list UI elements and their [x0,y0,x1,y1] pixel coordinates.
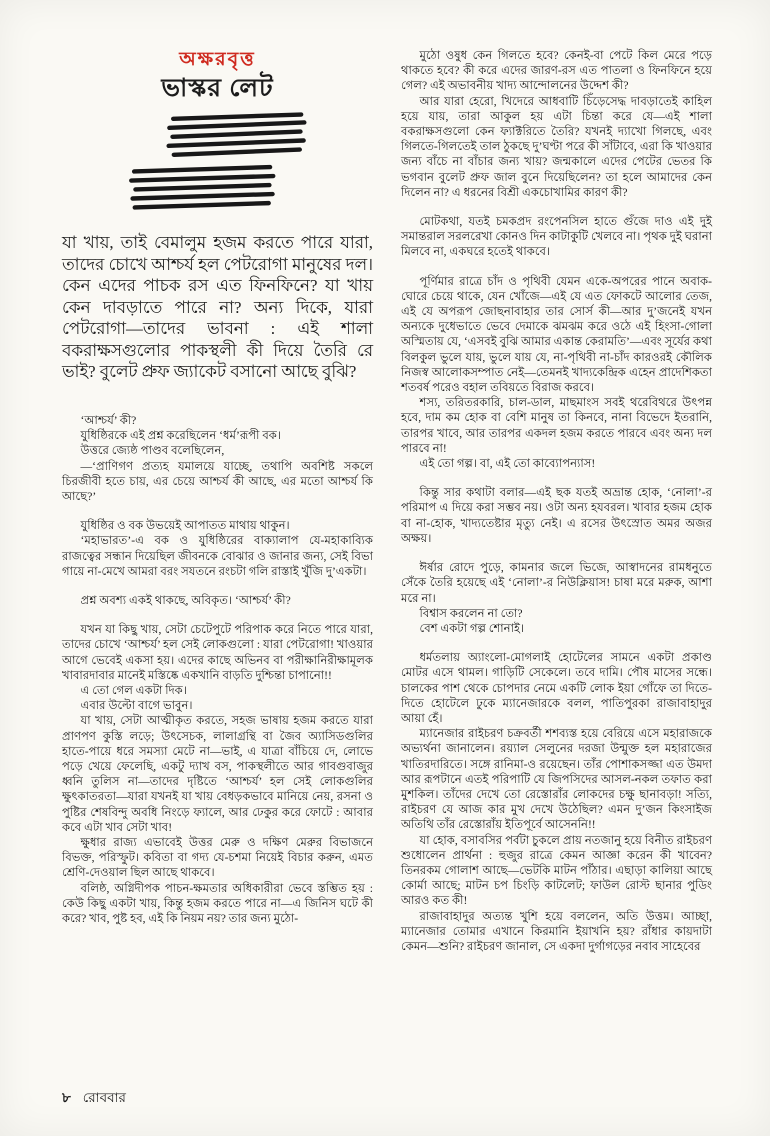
body-paragraph: মোটকথা, যতই চমকপ্রদ রংপেনসিল হাতে গুঁজে দাও এই দুই সমান্তরাল সরলরেখা কোনও দিন কাটাকুটি খেলবে না। পৃথক দুই ঘরানা মিলবে না, একঘরে হতেই থাকবে। [401,215,712,259]
books-icon [119,109,317,218]
body-paragraph: আর যারা হেরো, খিদেরে আধবাটি চিঁড়েসেদ্ধ দাবড়াতেই কাহিল হয়ে যায়, তারা আকুল হয় এটা চিন্তা করে যে—এই শালা বকরাক্ষসগুলো কেন ফ্যাক্টরিতে তৈরি? যখনই দ্যাখো গিলছে, এবং গিলতে-গিলতেই তাল ঠুকছে দু’ঘণ্টা পরে কী সাঁটাবে, এরা কি খাওয়ার জন্য বাঁচে না বাঁচার জন্য খায়? জন্মকালে এদের পেটের ভেতর কি ভগবান বুলেট প্রুফ জাল বুনে দিয়েছিলেন? তা হলে আমাদের কেন দিলেন না? এ ধরনের বিশ্রী একচোখামির কারণ কী? [401,94,712,199]
body-paragraph: এ তো গেল একটা দিক। [80,683,187,697]
magazine-name: রোববার [82,1090,126,1105]
body-paragraph: শস্য, তরিতরকারি, চাল-ডাল, মাছমাংস সবই থরেবিথরে উৎপন্ন হবে, দাম কম হোক বা বেশি মানুষ তা কিনবে, নানা বিভেদে ইতরানি, তারপর খাবে, আর তারপর একদল হজম করতে পারবে এবং অন্য দল পারবে না! [401,396,712,455]
body-paragraph: ‘আশ্চর্য’ কী? [80,413,137,427]
body-paragraph: ঈর্ষার রোদে পুড়ে, কামনার জলে ভিজে, আস্বাদনের রামধনুতে সেঁকে তৈরি হয়েছে এই ‘নোলা’-র নিউক্লিয়াস! চাষা মরে মরুক, আশা মরে না। [401,561,712,605]
body-paragraph: যখন যা কিছু খায়, সেটা চেটেপুটে পরিপাক করে নিতে পারে যারা, তাদের চোখে ‘আশ্চর্য’ হল সেই লোকগুলো : যারা পেটরোগা! খাওয়ার আগে ভেবেই একসা হয়। এদের কাছে অভিনব বা পরীক্ষানিরীক্ষামূলক খাবারদাবার মানেই মস্তিষ্কে একখানি বাড়তি দুশ্চিন্তা চাপানো!! [62,623,373,682]
body-paragraph: ধর্মতলায় অ্যাংলো-মোগলাই হোটেলের সামনে একটা প্রকাণ্ড মোটর এসে থামল। গাড়িটি সেকেলে। তবে দামি। পৌষ মাসের সন্ধে। চালকের পাশ থেকে চোপদার নেমে একটি লোক ইয়া গোঁফে তা দিতে-দিতে হোটেলে ঢুকে ম্যানেজারকে বলল, পাতিপুরকা রাজাবাহাদুর আয়া হেঁ। [401,651,712,725]
stacked-books-illustration [62,110,373,216]
page-footer [62,1087,126,1110]
article-title: ভাস্কর লেট [161,75,274,103]
lead-paragraph: যা খায়, তাই বেমালুম হজম করতে পারে যারা, তাদের চোখে আশ্চর্য হল পেটরোগা মানুষের দল। কেন এদের পাচক রস এত ফিনফিনে? যা খায় কেন দাবড়াতে পারে না? অন্য দিকে, যারা পেটরোগা—তাদের ভাবনা : এই শালা বকরাক্ষসগুলোর পাকস্থলী কী দিয়ে তৈরি রে ভাই? বুলেট প্রুফ জ্যাকেট বসানো আছে বুঝি? [62,233,373,382]
article-columns [62,48,712,954]
body-paragraph: ম্যানেজার রাইচরণ চক্রবর্তী শশব্যস্ত হয়ে বেরিয়ে এসে মহারাজকে অভ্যর্থনা জানালেন। রয়্যাল সেলুনের দরজা উন্মুক্ত হল মহারাজের খাতিরদারিতে। সঙ্গে রানিমা-ও রয়েছেন। তাঁর পোশাকসজ্জা এত উমদা আর রূপটানে এতই পরিপাটি যে জিপসিদের আসল-নকল তফাত করা মুশকিল। তাঁদের দেখে তো রেস্তোরাঁর লোকদের চক্ষু ছানাবড়া! সত্যি, রাইচরণ যে আজ কার মুখ দেখে উঠেছিল? এমন দু’জন কিংসাইজ অতিথি তাঁর রেস্তোরাঁয় ইতিপূর্বে আসেননি!! [401,727,712,832]
body-paragraph: কিন্তু সার কথাটা বলার—এই ছক যতই অভ্রান্ত হোক, ‘নোলা’-র পরিমাপ এ দিয়ে করা সম্ভব নয়। ওটা অন্য হযবরল। খাবার হজম হোক বা না-হোক, খাদ্যতেষ্টার মৃত্যু নেই। এ রসের উৎস্রোত অমর অজর অক্ষয়। [401,486,712,545]
body-paragraph: ‘মহাভারত’-এ বক ও যুধিষ্ঠিরের বাক্যালাপ যে-মহাকাব্যিক রাজত্বের সন্ধান দিয়েছিল জীবনকে বোঝার ও জানার জন্য, সেই বিভা গায়ে না-মেখে আমরা বরং সযতনে রংচটা গলি রাস্তাই খুঁজি দু’একটা। [62,534,373,578]
section-label: অক্ষরবৃত্ত [179,49,256,70]
body-paragraph: পূর্ণিমার রাত্রে চাঁদ ও পৃথিবী যেমন একে-অপরের পানে অবাক-ঘোরে চেয়ে থাকে, যেন খোঁজে—এই যে এত ফোকটে আলোর তেজ, এই যে অপরূপ জোছনাবাহার তার সোর্স কী—আর দু’জনেই যখন অন্যকে দুধেভাতে ভেবে দেমাকে ঝমঝম করে ওঠে এই হিংসা-গোলা অস্মিতায় যে, ‘এসবই বুঝি আমার একান্ত কেরামতি’—এবং সূর্যের কথা বিলকুল ভুলে যায়, ভুলে যায় যে, না-পৃথিবী না-চাঁদ কারওরই কৌলিক নিজস্ব আলোকসম্পাত নেই—তেমনই খাদ্যকেন্দ্রিক এহেন প্রাদেশিকতা শতবর্ষ পরেও বহাল তবিয়তে বিরাজ করবে। [401,274,712,395]
right-column [401,48,712,954]
body-paragraph: যা খায়, সেটা আত্মীকৃত করতে, সহজ ভাষায় হজম করতে যারা প্রাণপণ কুস্তি লড়ে; উৎসেচক, লালাগ্রন্থি বা জৈব অ্যাসিডগুলির হাতে-পায়ে ধরে সমস্যা মেটে না—ভাই, এ যাত্রা বাঁচিয়ে দে, লোভে পড়ে খেয়ে ফেলেছি, একটু দ্যাখ বস, পাকস্থলীতে আর গাবগুবাজুর ধ্বনি তুলিস না—তাদের দৃষ্টিতে ‘আশ্চর্য’ হল সেই লোকগুলির ক্ষুৎকাতরতা—যারা যখনই যা খায় বেধড়কভাবে মানিয়ে নেয়, রসনা ও পুষ্টির শেষবিন্দু অবধি নিংড়ে ফ্যালে, আর ঢেকুর করে ফোটে : আবার কবে এটা খাব সেটা খাব! [62,714,373,834]
body-paragraph: বিশ্বাস করলেন না তো? [419,606,523,620]
body-paragraph: বলিষ্ঠ, অগ্নিদীপক পাচন-ক্ষমতার অধিকারীরা ভেবে স্তম্ভিত হয় : কেউ কিছু একটা খায়, কিন্তু হজম করতে পারে না—এ জিনিস ঘটে কী করে? খাব, পুষ্ট হব, এই কি নিয়ম নয়? তার জন্য মুঠো- [62,881,373,925]
body-paragraph: —‘প্রাণিগণ প্রত্যহ যমালয়ে যাচ্ছে, তথাপি অবশিষ্ট সকলে চিরজীবী হতে চায়, এর চেয়ে আশ্চর্য কী আছে, এর মতো আশ্চর্য কি আছে?’ [62,459,373,503]
body-paragraph: রাজাবাহাদুর অত্যন্ত খুশি হয়ে বললেন, অতি উত্তম। আচ্ছা, ম্যানেজার তোমার এখানে কিরমানি ইয়াখনি হয়? রাঁধার কায়দাটা কেমন—শুনি? রাইচরণ জানাল, সে একদা দুর্গাগড়ের নবাব সাহেবের [401,909,712,953]
body-paragraph: উত্তরে জ্যেষ্ঠ পাণ্ডব বলেছিলেন, [80,444,225,458]
left-column [62,48,373,954]
body-paragraph: প্রশ্ন অবশ্য একই থাকছে, অবিকৃত। ‘আশ্চর্য’ কী? [80,593,291,607]
masthead [62,49,373,216]
body-paragraph: মুঠো ওষুধ কেন গিলতে হবে? কেনই-বা পেটে কিল মেরে পড়ে থাকতে হবে? কী করে এদের জারণ-রস এত পাতলা ও ফিনফিনে হয়ে গেল? এই অভাবনীয় খাদ্য আন্দোলনের উদ্দেশ কী? [401,49,712,93]
body-paragraph: বেশ একটা গল্প শোনাই। [419,621,525,635]
body-paragraph: যা হোক, বসাবসির পর্বটা চুকলে প্রায় নতজানু হয়ে বিনীত রাইচরণ শুধোলেন প্রার্থনা : হুজুর রাত্রে কেমন আজ্ঞা করেন কী খাবেন? তিনরকম গোলাশ আছে—ভেটকি মাটন পাঁঠার। এছাড়া কালিয়া আছে কোর্মা আছে; মাটন চপ চিংড়ি কাটলেট; ফাউল রোস্ট ছানার পুডিং আরও কত কী! [401,833,712,908]
page-number: ৮ [62,1090,71,1105]
body-paragraph: ক্ষুধার রাজ্য এভাবেই উত্তর মেরু ও দক্ষিণ মেরুর বিভাজনে বিভক্ত, পরিস্ফুট। কবিতা বা গদ্য যে-চশমা নিয়েই বিচার করুন, এমত শ্রেণি-দেওয়াল ছিল আছে থাকবে। [62,835,373,880]
body-paragraph: যুধিষ্ঠিরকে এই প্রশ্ন করেছিলেন ‘ধর্ম’রূপী বক। [80,429,282,443]
body-paragraph: এবার উল্টো বাগে ভাবুন। [80,699,193,713]
body-paragraph: যুধিষ্ঠির ও বক উভয়েই আপাতত মাথায় থাকুন। [80,519,290,533]
body-paragraph: এই তো গল্প। বা, এই তো কাব্যোপন্যাস! [419,457,596,471]
